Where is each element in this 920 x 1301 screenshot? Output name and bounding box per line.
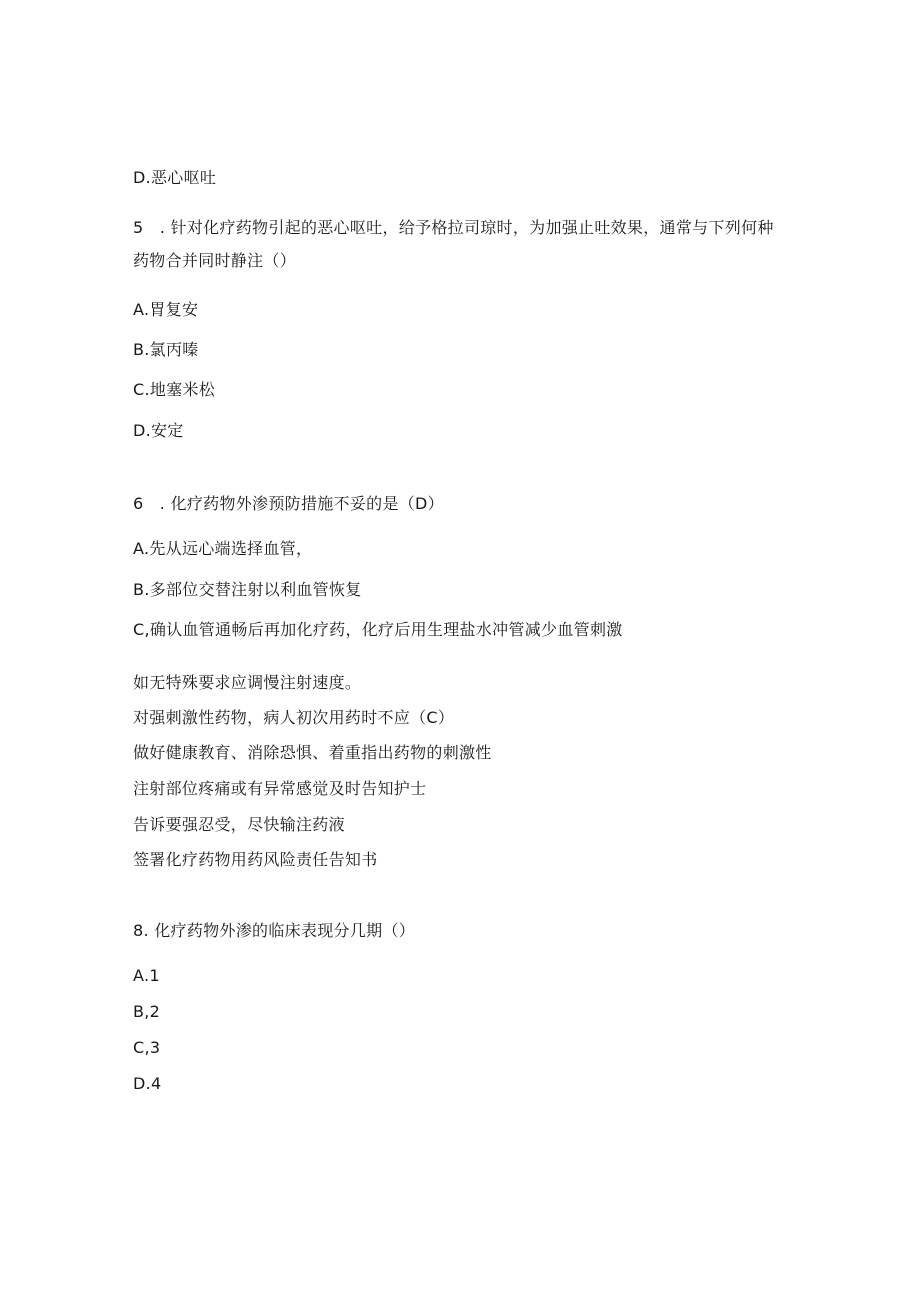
q7-line-6: 签署化疗药物用药风险责任告知书 — [133, 850, 378, 869]
q7-line-2: 对强刺激性药物，病人初次用药时不应（C） — [133, 708, 455, 727]
q6-question: 6 . 化疗药物外渗预防措施不妥的是（D） — [133, 494, 444, 513]
q7-line-4: 注射部位疼痛或有异常感觉及时告知护士 — [133, 779, 427, 798]
q4-option-d: D.恶心呕吐 — [133, 168, 217, 187]
q5-option-d: D.安定 — [133, 421, 184, 440]
q5-option-a: A.胃复安 — [133, 300, 199, 319]
q8-option-d: D.4 — [133, 1074, 162, 1093]
q6-option-a: A.先从远心端选择血管， — [133, 539, 313, 558]
q6-option-c: C,确认血管通畅后再加化疗药，化疗后用生理盐水冲管减少血管刺激 — [133, 620, 623, 639]
q7-line-5: 告诉要强忍受，尽快输注药液 — [133, 815, 345, 834]
q6-option-b: B.多部位交替注射以利血管恢复 — [133, 580, 362, 599]
q5-option-c: C.地塞米松 — [133, 380, 216, 399]
q5-option-b: B.氯丙嗪 — [133, 340, 199, 359]
q8-option-a: A.1 — [133, 966, 160, 985]
q7-line-1: 如无特殊要求应调慢注射速度。 — [133, 673, 362, 692]
q8-option-c: C,3 — [133, 1038, 161, 1057]
q7-line-3: 做好健康教育、消除恐惧、着重指出药物的刺激性 — [133, 743, 492, 762]
q5-question: 5 . 针对化疗药物引起的恶心呕吐，给予格拉司琼时，为加强止吐效果，通常与下列何种药物合并同时静注（） — [133, 218, 774, 270]
q8-question: 8. 化疗药物外渗的临床表现分几期（） — [133, 921, 416, 940]
q8-option-b: B,2 — [133, 1002, 161, 1021]
